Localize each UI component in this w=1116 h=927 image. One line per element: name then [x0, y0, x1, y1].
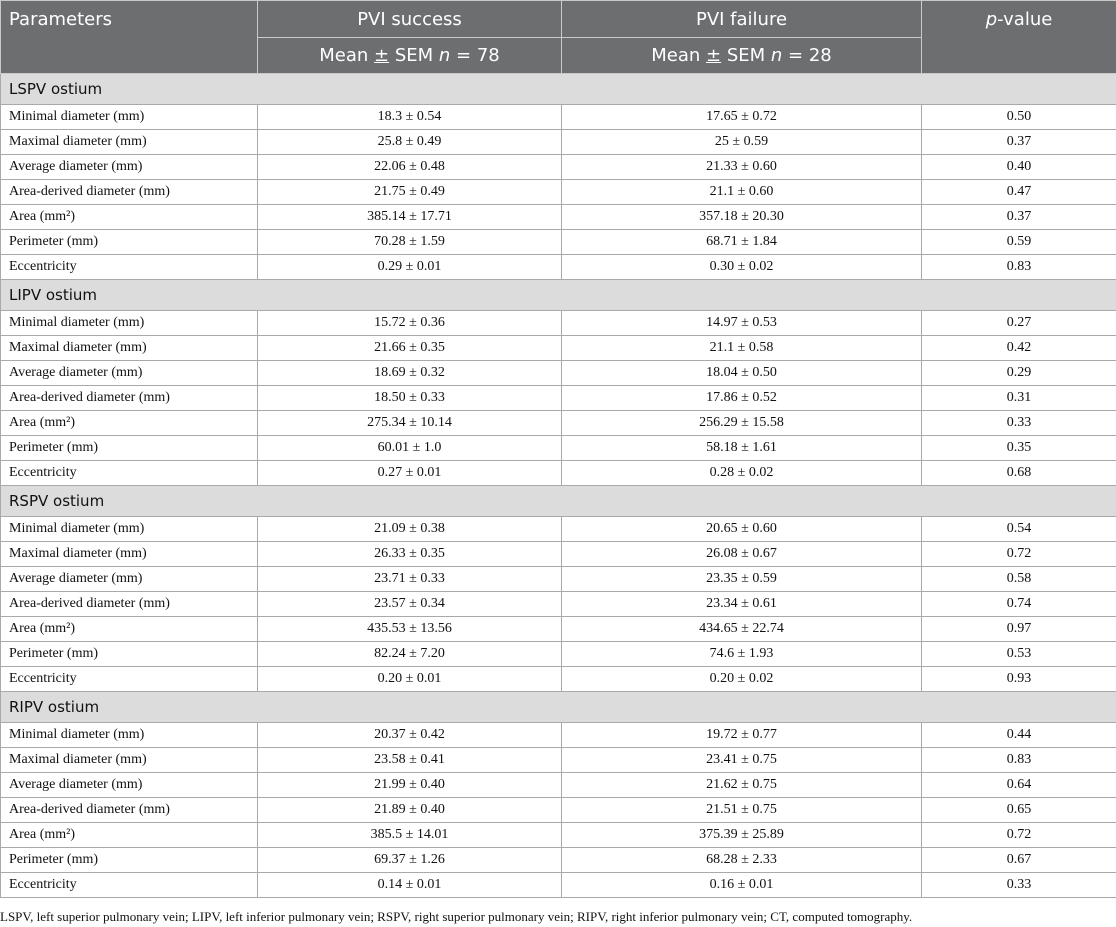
table-row	[1, 386, 1116, 411]
header-pvi-success: PVI success	[258, 1, 562, 38]
p-value-cell: 0.53	[922, 642, 1116, 667]
subheader-failure	[562, 38, 922, 74]
table-row	[1, 411, 1116, 436]
parameter-cell: Perimeter (mm)	[1, 436, 258, 461]
failure-value-cell: 68.71 ± 1.84	[562, 230, 922, 255]
parameter-cell: Average diameter (mm)	[1, 155, 258, 180]
p-value-suffix: -value	[997, 9, 1053, 30]
p-value-cell: 0.97	[922, 617, 1116, 642]
table-row	[1, 823, 1116, 848]
failure-value-cell: 21.1 ± 0.58	[562, 336, 922, 361]
success-value-cell: 18.50 ± 0.33	[258, 386, 562, 411]
section-title: LIPV ostium	[1, 280, 1116, 311]
table-row	[1, 517, 1116, 542]
parameter-cell: Area (mm²)	[1, 205, 258, 230]
table-row	[1, 105, 1116, 130]
failure-value-cell: 357.18 ± 20.30	[562, 205, 922, 230]
failure-value-cell: 14.97 ± 0.53	[562, 311, 922, 336]
table-row	[1, 155, 1116, 180]
table-row	[1, 667, 1116, 692]
parameter-cell: Area (mm²)	[1, 617, 258, 642]
p-value-cell: 0.93	[922, 667, 1116, 692]
failure-value-cell: 0.28 ± 0.02	[562, 461, 922, 486]
failure-value-cell: 26.08 ± 0.67	[562, 542, 922, 567]
header-p-value	[922, 1, 1116, 74]
success-value-cell: 70.28 ± 1.59	[258, 230, 562, 255]
success-value-cell: 0.20 ± 0.01	[258, 667, 562, 692]
failure-value-cell: 256.29 ± 15.58	[562, 411, 922, 436]
parameter-cell: Maximal diameter (mm)	[1, 336, 258, 361]
table-row	[1, 723, 1116, 748]
table-row	[1, 748, 1116, 773]
failure-value-cell: 21.51 ± 0.75	[562, 798, 922, 823]
table-row	[1, 873, 1116, 898]
parameter-cell: Average diameter (mm)	[1, 361, 258, 386]
section-title: RSPV ostium	[1, 486, 1116, 517]
failure-value-cell: 0.20 ± 0.02	[562, 667, 922, 692]
failure-value-cell: 74.6 ± 1.93	[562, 642, 922, 667]
parameter-cell: Perimeter (mm)	[1, 642, 258, 667]
p-value-cell: 0.72	[922, 542, 1116, 567]
parameter-cell: Minimal diameter (mm)	[1, 723, 258, 748]
parameter-cell: Average diameter (mm)	[1, 773, 258, 798]
table-row	[1, 230, 1116, 255]
failure-count: = 28	[782, 45, 832, 66]
parameter-cell: Maximal diameter (mm)	[1, 130, 258, 155]
parameter-cell: Area (mm²)	[1, 411, 258, 436]
success-value-cell: 82.24 ± 7.20	[258, 642, 562, 667]
plus-minus-symbol: ±	[374, 45, 390, 66]
section-title: LSPV ostium	[1, 74, 1116, 105]
p-value-cell: 0.67	[922, 848, 1116, 873]
sub-mean-label: Mean	[651, 45, 707, 66]
success-value-cell: 23.57 ± 0.34	[258, 592, 562, 617]
p-value-cell: 0.68	[922, 461, 1116, 486]
failure-value-cell: 17.86 ± 0.52	[562, 386, 922, 411]
parameter-cell: Area-derived diameter (mm)	[1, 592, 258, 617]
n-italic: n	[770, 45, 783, 66]
success-value-cell: 275.34 ± 10.14	[258, 411, 562, 436]
failure-value-cell: 18.04 ± 0.50	[562, 361, 922, 386]
section-title: RIPV ostium	[1, 692, 1116, 723]
success-value-cell: 23.71 ± 0.33	[258, 567, 562, 592]
success-value-cell: 25.8 ± 0.49	[258, 130, 562, 155]
p-value-cell: 0.44	[922, 723, 1116, 748]
parameter-cell: Maximal diameter (mm)	[1, 542, 258, 567]
parameter-cell: Perimeter (mm)	[1, 848, 258, 873]
success-value-cell: 0.14 ± 0.01	[258, 873, 562, 898]
p-value-cell: 0.83	[922, 748, 1116, 773]
table-row	[1, 773, 1116, 798]
success-value-cell: 385.14 ± 17.71	[258, 205, 562, 230]
table-body	[1, 74, 1116, 898]
p-value-cell: 0.50	[922, 105, 1116, 130]
success-value-cell: 23.58 ± 0.41	[258, 748, 562, 773]
success-value-cell: 18.3 ± 0.54	[258, 105, 562, 130]
parameter-cell: Area-derived diameter (mm)	[1, 386, 258, 411]
table-row	[1, 255, 1116, 280]
table-row	[1, 798, 1116, 823]
parameter-cell: Eccentricity	[1, 461, 258, 486]
failure-value-cell: 58.18 ± 1.61	[562, 436, 922, 461]
failure-value-cell: 17.65 ± 0.72	[562, 105, 922, 130]
table-row	[1, 617, 1116, 642]
parameter-cell: Minimal diameter (mm)	[1, 105, 258, 130]
success-value-cell: 15.72 ± 0.36	[258, 311, 562, 336]
success-value-cell: 435.53 ± 13.56	[258, 617, 562, 642]
table-row	[1, 361, 1116, 386]
success-value-cell: 385.5 ± 14.01	[258, 823, 562, 848]
p-italic: p	[985, 9, 998, 30]
parameter-cell: Minimal diameter (mm)	[1, 311, 258, 336]
failure-value-cell: 23.34 ± 0.61	[562, 592, 922, 617]
table-row	[1, 130, 1116, 155]
parameter-cell: Maximal diameter (mm)	[1, 748, 258, 773]
failure-value-cell: 21.33 ± 0.60	[562, 155, 922, 180]
failure-value-cell: 25 ± 0.59	[562, 130, 922, 155]
failure-value-cell: 68.28 ± 2.33	[562, 848, 922, 873]
success-value-cell: 26.33 ± 0.35	[258, 542, 562, 567]
failure-value-cell: 375.39 ± 25.89	[562, 823, 922, 848]
parameter-cell: Area (mm²)	[1, 823, 258, 848]
p-value-cell: 0.47	[922, 180, 1116, 205]
parameter-cell: Area-derived diameter (mm)	[1, 798, 258, 823]
p-value-cell: 0.83	[922, 255, 1116, 280]
section-row	[1, 280, 1116, 311]
p-value-cell: 0.65	[922, 798, 1116, 823]
table-footnote: LSPV, left superior pulmonary vein; LIPV, left inferior pulmonary vein; RSPV, right superior pulmonary vein; RIPV, right inferior pulmonary vein; CT, computed tomography.	[0, 909, 913, 924]
header-pvi-failure: PVI failure	[562, 1, 922, 38]
failure-value-cell: 19.72 ± 0.77	[562, 723, 922, 748]
success-value-cell: 22.06 ± 0.48	[258, 155, 562, 180]
parameter-cell: Average diameter (mm)	[1, 567, 258, 592]
table-row	[1, 848, 1116, 873]
success-value-cell: 21.66 ± 0.35	[258, 336, 562, 361]
p-value-cell: 0.33	[922, 411, 1116, 436]
failure-value-cell: 21.62 ± 0.75	[562, 773, 922, 798]
p-value-cell: 0.37	[922, 205, 1116, 230]
parameter-cell: Area-derived diameter (mm)	[1, 180, 258, 205]
p-value-cell: 0.74	[922, 592, 1116, 617]
subheader-success	[258, 38, 562, 74]
parameter-cell: Minimal diameter (mm)	[1, 517, 258, 542]
failure-value-cell: 23.35 ± 0.59	[562, 567, 922, 592]
table-row	[1, 205, 1116, 230]
success-value-cell: 21.09 ± 0.38	[258, 517, 562, 542]
p-value-cell: 0.64	[922, 773, 1116, 798]
success-value-cell: 20.37 ± 0.42	[258, 723, 562, 748]
p-value-cell: 0.40	[922, 155, 1116, 180]
p-value-cell: 0.27	[922, 311, 1116, 336]
success-value-cell: 21.89 ± 0.40	[258, 798, 562, 823]
success-count: = 78	[450, 45, 500, 66]
table-row	[1, 336, 1116, 361]
failure-value-cell: 20.65 ± 0.60	[562, 517, 922, 542]
p-value-cell: 0.59	[922, 230, 1116, 255]
header-parameters: Parameters	[1, 1, 258, 74]
parameter-cell: Eccentricity	[1, 667, 258, 692]
p-value-cell: 0.54	[922, 517, 1116, 542]
parameter-cell: Eccentricity	[1, 255, 258, 280]
success-value-cell: 60.01 ± 1.0	[258, 436, 562, 461]
p-value-cell: 0.58	[922, 567, 1116, 592]
p-value-cell: 0.31	[922, 386, 1116, 411]
section-row	[1, 692, 1116, 723]
p-value-cell: 0.33	[922, 873, 1116, 898]
table-header	[1, 1, 1116, 74]
sub-sem-label: SEM	[389, 45, 439, 66]
table-row	[1, 461, 1116, 486]
p-value-cell: 0.72	[922, 823, 1116, 848]
table-row	[1, 642, 1116, 667]
failure-value-cell: 434.65 ± 22.74	[562, 617, 922, 642]
table-row	[1, 311, 1116, 336]
p-value-cell: 0.37	[922, 130, 1116, 155]
success-value-cell: 0.29 ± 0.01	[258, 255, 562, 280]
sub-mean-label: Mean	[319, 45, 375, 66]
success-value-cell: 21.99 ± 0.40	[258, 773, 562, 798]
section-row	[1, 486, 1116, 517]
plus-minus-symbol: ±	[706, 45, 722, 66]
table-row	[1, 592, 1116, 617]
table-row	[1, 542, 1116, 567]
p-value-cell: 0.35	[922, 436, 1116, 461]
parameter-cell: Perimeter (mm)	[1, 230, 258, 255]
failure-value-cell: 0.16 ± 0.01	[562, 873, 922, 898]
p-value-cell: 0.29	[922, 361, 1116, 386]
n-italic: n	[438, 45, 451, 66]
failure-value-cell: 23.41 ± 0.75	[562, 748, 922, 773]
table-row	[1, 436, 1116, 461]
success-value-cell: 0.27 ± 0.01	[258, 461, 562, 486]
parameter-cell: Eccentricity	[1, 873, 258, 898]
failure-value-cell: 0.30 ± 0.02	[562, 255, 922, 280]
success-value-cell: 69.37 ± 1.26	[258, 848, 562, 873]
success-value-cell: 18.69 ± 0.32	[258, 361, 562, 386]
section-row	[1, 74, 1116, 105]
table-row	[1, 567, 1116, 592]
failure-value-cell: 21.1 ± 0.60	[562, 180, 922, 205]
sub-sem-label: SEM	[721, 45, 771, 66]
p-value-cell: 0.42	[922, 336, 1116, 361]
table-row	[1, 180, 1116, 205]
success-value-cell: 21.75 ± 0.49	[258, 180, 562, 205]
